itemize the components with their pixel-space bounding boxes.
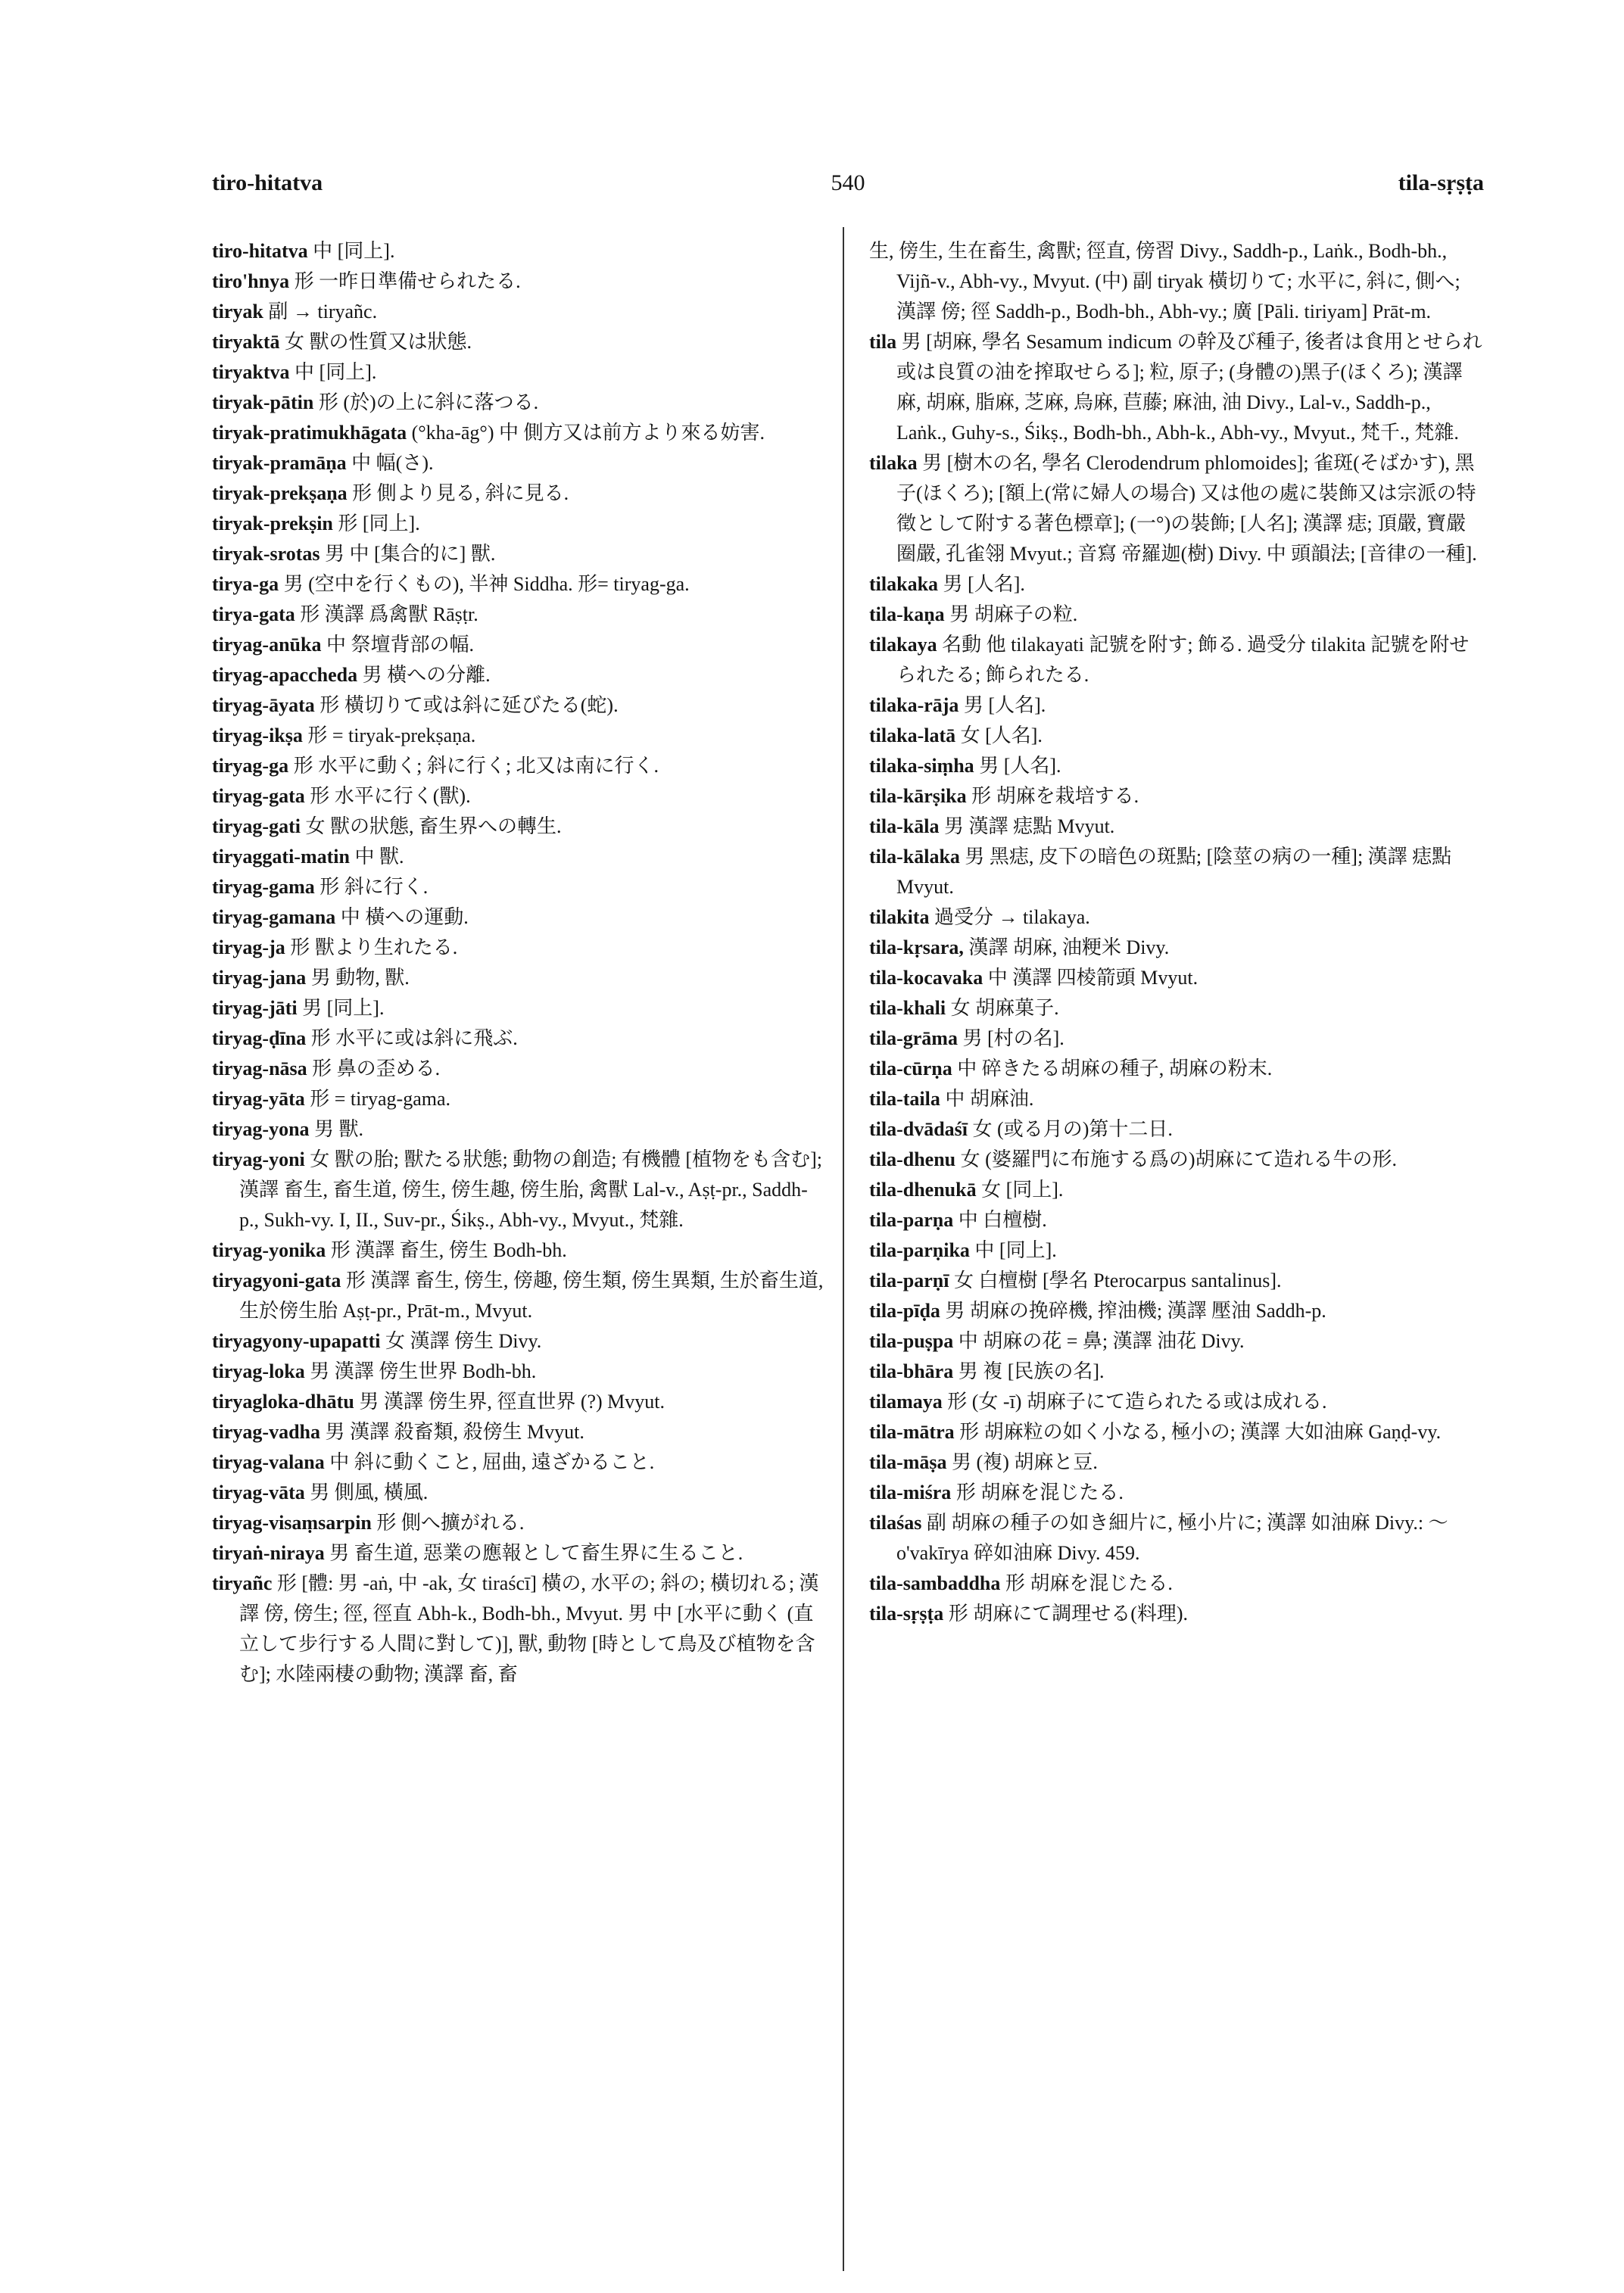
entry-definition: 中 獸.	[354, 846, 404, 868]
dictionary-entry	[212, 1357, 825, 1387]
dictionary-entry	[869, 1054, 1482, 1084]
entry-headword: tiro'hnya	[212, 270, 290, 292]
dictionary-entry	[212, 1447, 825, 1478]
entry-definition: 中 [同上].	[974, 1239, 1057, 1261]
entry-headword: tila-parṇī	[869, 1270, 949, 1291]
dictionary-entry	[869, 1447, 1482, 1478]
dictionary-entry	[869, 448, 1482, 569]
entry-definition: 形 水平に動く; 斜に行く; 北又は南に行く.	[293, 755, 659, 777]
entry-headword: tiryag-āyata	[212, 694, 315, 716]
entry-definition: 女 [同上].	[981, 1179, 1064, 1201]
dictionary-entry	[212, 963, 825, 993]
entry-definition: 男 漢譯 痣點 Mvyut.	[943, 815, 1115, 837]
entry-definition: 男 (複) 胡麻と豆.	[952, 1451, 1098, 1473]
dictionary-entry	[212, 933, 825, 963]
entry-headword: tila-puṣpa	[869, 1330, 954, 1352]
entry-definition: 形 鼻の歪める.	[312, 1058, 441, 1080]
dictionary-entry	[212, 781, 825, 812]
entry-definition: 男 複 [民族の名].	[958, 1360, 1105, 1382]
entry-headword: tila-kārṣika	[869, 785, 967, 807]
dictionary-entry	[869, 781, 1482, 812]
entry-definition: 男 [同上].	[302, 997, 385, 1019]
entry-headword: tiryak	[212, 301, 263, 322]
entry-definition: 男 (空中を行くもの), 半神 Siddha. 形= tiryag-ga.	[283, 573, 690, 595]
entry-headword: tilakaka	[869, 573, 939, 595]
dictionary-entry	[212, 1478, 825, 1508]
entry-definition: 形 胡麻を栽培する.	[971, 785, 1139, 807]
entry-headword: tiryaktā	[212, 331, 280, 353]
entry-headword: tiryag-gama	[212, 876, 315, 898]
dictionary-entry	[212, 721, 825, 751]
entry-definition: 形 (女 -ī) 胡麻子にて造られたる或は成れる.	[947, 1391, 1327, 1413]
entry-definition: 女 漢譯 傍生 Divy.	[385, 1330, 542, 1352]
dictionary-entry	[212, 1538, 825, 1569]
entry-definition: 女 (或る月の)第十二日.	[972, 1118, 1173, 1140]
entry-definition: 形 胡麻にて調理せる(料理).	[948, 1603, 1189, 1625]
dictionary-entry	[212, 357, 825, 388]
dictionary-entry	[869, 842, 1482, 902]
dictionary-entry	[212, 236, 825, 266]
entry-definition: 形 胡麻粒の如く小なる, 極小の; 漢譯 大如油麻 Gaṇḍ-vy.	[959, 1421, 1442, 1443]
entry-headword: tilakaya	[869, 634, 937, 656]
entry-definition: 男 胡麻子の粒.	[949, 603, 1078, 625]
entry-headword: tiryag-gati	[212, 815, 301, 837]
entry-definition: 形 獸より生れたる.	[290, 936, 458, 958]
entry-headword: tiryagloka-dhātu	[212, 1391, 354, 1413]
entry-headword: tiryak-pramāṇa	[212, 452, 347, 474]
dictionary-entry	[869, 1417, 1482, 1447]
entry-headword: tiryag-valana	[212, 1451, 325, 1473]
dictionary-entry	[212, 1084, 825, 1114]
dictionary-entry	[869, 1084, 1482, 1114]
dictionary-entry	[212, 902, 825, 933]
entry-definition: 女 胡麻菓子.	[950, 997, 1059, 1019]
entry-headword: tiryag-apaccheda	[212, 664, 358, 686]
entry-headword: tilaka-latā	[869, 724, 956, 746]
entry-definition: 男 漢譯 傍生世界 Bodh-bh.	[310, 1360, 537, 1382]
entry-definition: 中 [同上].	[313, 240, 395, 262]
entry-definition: 副 → tiryañc.	[268, 301, 378, 322]
entry-headword: tila-kālaka	[869, 846, 960, 868]
entry-definition: 過受分 → tilakaya.	[934, 906, 1090, 928]
entry-headword: tiryag-yona	[212, 1118, 310, 1140]
dictionary-entry	[869, 1478, 1482, 1508]
dictionary-entry	[869, 630, 1482, 690]
left-guide-word: tiro-hitatva	[212, 170, 323, 195]
entry-headword: tiryañc	[212, 1572, 273, 1594]
entry-headword: tilaka-rāja	[869, 694, 959, 716]
entry-definition: 形 漢譯 爲禽獸 Rāṣṭr.	[300, 603, 478, 625]
dictionary-entry	[212, 1235, 825, 1266]
entry-headword: tilamaya	[869, 1391, 943, 1413]
entry-headword: tila-parṇa	[869, 1209, 954, 1231]
entry-definition: 女 [人名].	[960, 724, 1043, 746]
entry-headword: tiryag-vāta	[212, 1481, 305, 1503]
entry-headword: tila-kāla	[869, 815, 940, 837]
entry-definition: 形 橫切りて或は斜に延びたる(蛇).	[320, 694, 619, 716]
entry-definition: 形 側より見る, 斜に見る.	[352, 482, 569, 504]
entry-definition: 男 [村の名].	[962, 1027, 1064, 1049]
entry-definition: 男 中 [集合的に] 獸.	[325, 543, 496, 565]
entry-headword: tiryak-pātin	[212, 391, 314, 413]
page-number: 540	[831, 170, 865, 195]
entry-headword: tiryag-yonika	[212, 1239, 326, 1261]
entry-definition: 形 一昨日準備せられたる.	[294, 270, 521, 292]
dictionary-entry	[212, 1145, 825, 1235]
entry-headword: tiryag-gamana	[212, 906, 336, 928]
entry-headword: tiryag-yāta	[212, 1088, 305, 1110]
entry-definition: 男 胡麻の挽碎機, 搾油機; 漢譯 壓油 Saddh-p.	[945, 1300, 1326, 1322]
entry-definition: 男 獸.	[314, 1118, 364, 1140]
entry-definition: 形 斜に行く.	[320, 876, 429, 898]
entry-definition: 男 漢譯 殺畜類, 殺傍生 Mvyut.	[325, 1421, 584, 1443]
entry-definition: 生, 傍生, 生在畜生, 禽獸; 徑直, 傍習 Divy., Saddh-p., Laṅk., Bodh-bh., Vijñ-v., Abh-vy., Mvyut. (中) 副 tiryak 橫切りて; 水平に, 斜に, 側へ; 漢譯 傍; 徑 Saddh-p., Bodh-bh., Abh-vy.; 廣 [Pāli. tiriyam] Prāt-m.	[869, 240, 1460, 322]
entry-definition: 男 動物, 獸.	[310, 967, 410, 989]
entry-definition: 女 獸の狀態, 畜生界への轉生.	[305, 815, 562, 837]
dictionary-entry	[212, 1266, 825, 1326]
entry-headword: tiryaṅ-niraya	[212, 1542, 325, 1564]
dictionary-entry	[869, 1145, 1482, 1175]
entry-headword: tiryag-ikṣa	[212, 724, 303, 746]
entry-headword: tila-kṛsara,	[869, 936, 964, 958]
entry-headword: tila-dvādaśī	[869, 1118, 968, 1140]
dictionary-entry	[869, 1175, 1482, 1205]
entry-definition: 形 = tiryag-gama.	[310, 1088, 451, 1110]
entry-headword: tila-sṛṣṭa	[869, 1603, 944, 1625]
entry-definition: 中 胡麻油.	[945, 1088, 1034, 1110]
entry-definition: 中 [同上].	[295, 361, 377, 383]
entry-headword: tiryag-gata	[212, 785, 305, 807]
dictionary-entry	[869, 1205, 1482, 1235]
left-column	[212, 236, 825, 1690]
entry-headword: tiryak-prekṣaṇa	[212, 482, 348, 504]
entry-headword: tila-grāma	[869, 1027, 958, 1049]
entry-headword: tilaśas	[869, 1512, 922, 1534]
dictionary-entry	[212, 1023, 825, 1054]
entry-headword: tiryag-vadha	[212, 1421, 320, 1443]
entry-definition: 男 [人名].	[963, 694, 1046, 716]
entry-headword: tila-kocavaka	[869, 967, 983, 989]
entry-headword: tila-cūrṇa	[869, 1058, 952, 1080]
entry-headword: tiryag-anūka	[212, 634, 322, 656]
entry-definition: 形 胡麻を混じたる.	[955, 1481, 1124, 1503]
entry-headword: tiryag-ga	[212, 755, 289, 777]
dictionary-entry	[212, 690, 825, 721]
column-divider	[843, 227, 844, 2271]
dictionary-entry	[869, 812, 1482, 842]
entry-definition: 形 [體: 男 -aṅ, 中 -ak, 女 tiraścī] 橫の, 水平の; 斜の; 橫切れる; 漢譯 傍, 傍生; 徑, 徑直 Abh-k., Bodh-bh., Mvyut. 男 中 [水平に動く (直立して步行する人間に對して)], 獸, 動物 [時として鳥及び植物を含む]; 水陸兩棲の動物; 漢譯 畜, 畜	[239, 1572, 819, 1685]
entry-definition: 形 漢譯 畜生, 傍生, 傍趣, 傍生類, 傍生異類, 生於畜生道, 生於傍生胎 Aṣṭ-pr., Prāt-m., Mvyut.	[239, 1270, 824, 1322]
entry-definition: 形 水平に行く(獸).	[310, 785, 471, 807]
entry-headword: tiryaktva	[212, 361, 290, 383]
entry-definition: 中 白檀樹.	[958, 1209, 1047, 1231]
entry-definition: 男 [人名].	[943, 573, 1025, 595]
dictionary-entry	[869, 963, 1482, 993]
entry-headword: tila-bhāra	[869, 1360, 954, 1382]
entry-definition: 形 胡麻を混じたる.	[1005, 1572, 1173, 1594]
entry-headword: tilaka-siṃha	[869, 755, 974, 777]
entry-definition: 漢譯 胡麻, 油粳米 Divy.	[968, 936, 1170, 958]
entry-headword: tiryak-srotas	[212, 543, 320, 565]
entry-definition: 中 碎きたる胡麻の種子, 胡麻の粉末.	[957, 1058, 1273, 1080]
dictionary-entry	[212, 600, 825, 630]
entry-definition: 中 漢譯 四棱箭頭 Mvyut.	[987, 967, 1199, 989]
entry-definition: 中 幅(さ).	[351, 452, 434, 474]
dictionary-entry	[869, 1569, 1482, 1599]
dictionary-entry	[212, 1508, 825, 1538]
entry-definition: 男 [樹木の名, 學名 Clerodendrum phlomoides]; 雀斑(そばかす), 黑子(ほくろ); [額上(常に婦人の場合) 又は他の處に裝飾又は宗派の特徵として附する著色標章]; (一°)の裝飾; [人名]; 漢譯 痣; 頂嚴, 寶嚴圈嚴, 孔雀翎 Mvyut.; 音寫 帝羅迦(樹) Divy. 中 頭韻法; [音律の一種].	[896, 452, 1477, 565]
entry-headword: tila-dhenu	[869, 1148, 956, 1170]
dictionary-entry	[869, 600, 1482, 630]
dictionary-entry	[869, 1235, 1482, 1266]
entry-headword: tila	[869, 331, 897, 353]
dictionary-entry	[869, 902, 1482, 933]
dictionary-entry	[212, 388, 825, 418]
entry-headword: tila-dhenukā	[869, 1179, 977, 1201]
entry-definition: 形 [同上].	[338, 512, 420, 534]
dictionary-entry	[212, 660, 825, 690]
dictionary-entry	[869, 751, 1482, 781]
entry-definition: 男 橫への分離.	[362, 664, 491, 686]
dictionary-entry	[869, 236, 1482, 327]
entry-headword: tila-parṇika	[869, 1239, 970, 1261]
dictionary-entry	[869, 569, 1482, 600]
dictionary-entry	[212, 539, 825, 569]
entry-headword: tila-khali	[869, 997, 946, 1019]
entry-definition: 男 漢譯 傍生界, 徑直世界 (?) Mvyut.	[359, 1391, 665, 1413]
entry-headword: tilaka	[869, 452, 918, 474]
entry-definition: 中 祭壇背部の幅.	[326, 634, 474, 656]
dictionary-entry	[869, 327, 1482, 448]
entry-headword: tilakita	[869, 906, 930, 928]
entry-headword: tiryak-prekṣin	[212, 512, 333, 534]
entry-headword: tiryag-jāti	[212, 997, 298, 1019]
dictionary-entry	[212, 418, 825, 448]
dictionary-entry	[212, 1569, 825, 1690]
dictionary-entry	[869, 1508, 1482, 1569]
dictionary-entry	[212, 1387, 825, 1417]
entry-headword: tiryag-ḍīna	[212, 1027, 307, 1049]
dictionary-entry	[212, 297, 825, 327]
dictionary-entry	[212, 266, 825, 297]
entry-headword: tiryak-pratimukhāgata	[212, 422, 407, 444]
entry-headword: tiryag-ja	[212, 936, 285, 958]
dictionary-entry	[869, 1266, 1482, 1296]
dictionary-entry	[212, 993, 825, 1023]
entry-definition: 女 (婆羅門に布施する爲の)胡麻にて造れる牛の形.	[960, 1148, 1397, 1170]
dictionary-entry	[869, 1326, 1482, 1357]
dictionary-entry	[869, 1387, 1482, 1417]
entry-headword: tiryag-nāsa	[212, 1058, 307, 1080]
entry-headword: tiryag-jana	[212, 967, 307, 989]
dictionary-entry	[212, 812, 825, 842]
running-head	[212, 167, 1484, 200]
entry-headword: tiryag-visaṃsarpin	[212, 1512, 372, 1534]
entry-definition: 男 側風, 橫風.	[310, 1481, 429, 1503]
entry-definition: 形 = tiryak-prekṣaṇa.	[307, 724, 476, 746]
entry-definition: 中 胡麻の花 = 鼻; 漢譯 油花 Divy.	[958, 1330, 1245, 1352]
dictionary-entry	[212, 630, 825, 660]
dictionary-entry	[869, 1114, 1482, 1145]
dictionary-entry	[212, 751, 825, 781]
dictionary-entry	[212, 842, 825, 872]
entry-headword: tila-māṣa	[869, 1451, 947, 1473]
entry-headword: tila-kaṇa	[869, 603, 945, 625]
entry-definition: 中 橫への運動.	[340, 906, 469, 928]
entry-definition: 形 水平に或は斜に飛ぶ.	[310, 1027, 518, 1049]
entry-definition: 形 側へ擴がれる.	[376, 1512, 525, 1534]
entry-definition: 形 漢譯 畜生, 傍生 Bodh-bh.	[330, 1239, 567, 1261]
dictionary-entry	[212, 1054, 825, 1084]
dictionary-entry	[212, 327, 825, 357]
entry-definition: 男 畜生道, 惡業の應報として畜生界に生ること.	[329, 1542, 743, 1564]
dictionary-entry	[869, 993, 1482, 1023]
entry-definition: 女 獸の性質又は狀態.	[285, 331, 472, 353]
entry-headword: tiryag-yoni	[212, 1148, 305, 1170]
dictionary-entry	[212, 448, 825, 478]
entry-definition: 男 [人名].	[979, 755, 1061, 777]
entry-headword: tila-mātra	[869, 1421, 955, 1443]
dictionary-entry	[212, 569, 825, 600]
entry-definition: (°kha-āg°) 中 側方又は前方より來る妨害.	[411, 422, 765, 444]
dictionary-entry	[869, 1296, 1482, 1326]
entry-definition: 名動 他 tilakayati 記號を附す; 飾る. 過受分 tilakita 記號を附せられたる; 飾られたる.	[896, 634, 1470, 686]
dictionary-entry	[869, 690, 1482, 721]
dictionary-entry	[212, 872, 825, 902]
entry-definition: 女 獸の胎; 獸たる狀態; 動物の創造; 有機體 [植物をも含む]; 漢譯 畜生, 畜生道, 傍生, 傍生趣, 傍生胎, 禽獸 Lal-v., Aṣṭ-pr., Saddh-p., Sukh-vy. I, II., Suv-pr., Śikṣ., Abh-vy., Mvyut., 梵雜.	[239, 1148, 822, 1231]
entry-definition: 副 胡麻の種子の如き細片に, 極小片に; 漢譯 如油麻 Divy.: 〜o'vakīrya 碎如油麻 Divy. 459.	[896, 1512, 1448, 1564]
entry-definition: 形 (於)の上に斜に落つる.	[318, 391, 539, 413]
dictionary-entry	[869, 1599, 1482, 1629]
entry-headword: tiryag-loka	[212, 1360, 305, 1382]
dictionary-entry	[869, 1023, 1482, 1054]
dictionary-entry	[212, 1114, 825, 1145]
entry-headword: tiryagyoni-gata	[212, 1270, 341, 1291]
dictionary-entry	[869, 933, 1482, 963]
dictionary-entry	[869, 721, 1482, 751]
dictionary-entry	[212, 1326, 825, 1357]
entry-headword: tiryaggati-matin	[212, 846, 350, 868]
dictionary-entry	[212, 1417, 825, 1447]
entry-headword: tiryagyony-upapatti	[212, 1330, 381, 1352]
entry-definition: 中 斜に動くこと, 屈曲, 遠ざかること.	[329, 1451, 655, 1473]
dictionary-entry	[212, 509, 825, 539]
dictionary-entry	[212, 478, 825, 509]
right-guide-word: tila-sṛṣṭa	[1398, 170, 1484, 195]
entry-headword: tila-taila	[869, 1088, 940, 1110]
entry-headword: tila-miśra	[869, 1481, 952, 1503]
entry-definition: 男 [胡麻, 學名 Sesamum indicum の幹及び種子, 後者は食用とせられ或は良質の油を搾取せらる]; 粒, 原子; (身體の)黑子(ほくろ); 漢譯 麻, 胡麻, 脂麻, 芝麻, 烏麻, 苣藤; 麻油, 油 Divy., Lal-v., Saddh-p., Laṅk., Guhy-s., Śikṣ., Bodh-bh., Abh-k., Abh-vy., Mvyut., 梵千., 梵雜.	[896, 331, 1482, 444]
entry-headword: tila-sambaddha	[869, 1572, 1001, 1594]
right-column	[869, 236, 1482, 1629]
entry-headword: tiro-hitatva	[212, 240, 308, 262]
dictionary-entry	[869, 1357, 1482, 1387]
entry-headword: tirya-ga	[212, 573, 279, 595]
entry-headword: tila-pīḍa	[869, 1300, 940, 1322]
entry-headword: tirya-gata	[212, 603, 295, 625]
entry-definition: 男 黑痣, 皮下の暗色の斑點; [陰莖の病の一種]; 漢譯 痣點 Mvyut.	[896, 846, 1452, 898]
entry-definition: 女 白檀樹 [學名 Pterocarpus santalinus].	[953, 1270, 1282, 1291]
